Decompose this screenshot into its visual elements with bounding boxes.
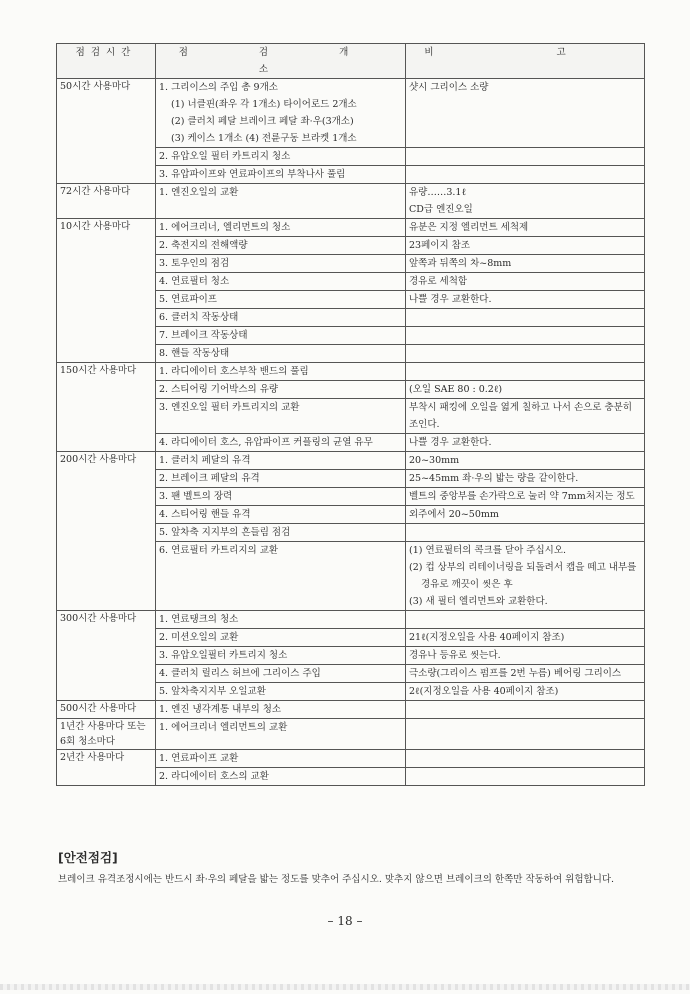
item-line: 4. 연료필터 청소 [159, 276, 230, 287]
item-cell [156, 629, 406, 647]
item-line: 3. 팬 벨트의 장력 [159, 491, 233, 502]
item-cell [156, 768, 406, 786]
note-cell [406, 327, 645, 345]
table-header-row [57, 44, 645, 79]
item-cell [156, 399, 406, 434]
note-cell [406, 363, 645, 381]
note-cell [406, 524, 645, 542]
table-row [57, 363, 645, 381]
item-line: 7. 브레이크 작동상태 [159, 330, 248, 341]
item-line: (3) 케이스 1개소 (4) 전륜구동 브라켓 1개소 [171, 133, 357, 144]
note-cell [406, 184, 645, 219]
item-cell [156, 701, 406, 719]
table-row [57, 750, 645, 768]
item-line: (2) 클러치 페달 브레이크 페달 좌·우(3개소) [171, 116, 354, 127]
item-cell [156, 470, 406, 488]
table-row [57, 611, 645, 629]
note-cell [406, 345, 645, 363]
period-cell: 72시간 사용마다 [57, 184, 156, 219]
note-cell [406, 291, 645, 309]
note-cell [406, 255, 645, 273]
item-line: 1. 엔진오일의 교환 [159, 187, 239, 198]
note-line: 경유나 등유로 씻는다. [409, 650, 501, 661]
period-cell: 1년간 사용마다 또는 6회 청소마다 [57, 719, 156, 750]
safety-text: 브레이크 유격조정시에는 반드시 좌·우의 페달을 밟는 정도를 맞추어 주십시오. 맞추지 않으면 브레이크의 한쪽만 작동하여 위험합니다. [58, 874, 615, 885]
period-cell: 50시간 사용마다 [57, 79, 156, 184]
header-note: 비 고 [406, 44, 645, 79]
item-cell [156, 255, 406, 273]
note-cell [406, 399, 645, 434]
maintenance-table [56, 43, 645, 786]
item-line: 3. 엔진오일 필터 카트리지의 교환 [159, 402, 300, 413]
item-cell [156, 219, 406, 237]
note-line: (오일 SAE 80 : 0.2ℓ) [409, 384, 503, 395]
period-cell: 500시간 사용마다 [57, 701, 156, 719]
note-cell [406, 506, 645, 524]
item-line: 5. 앞차축 지지부의 흔들림 점검 [159, 527, 291, 538]
item-cell [156, 381, 406, 399]
item-cell [156, 345, 406, 363]
item-cell [156, 506, 406, 524]
item-line: 2. 스티어링 기어박스의 유량 [159, 384, 279, 395]
item-line: 3. 유압파이프와 연료파이프의 부착나사 풀림 [159, 169, 346, 180]
item-line: 1. 에어크리너, 엘리먼트의 청소 [159, 222, 291, 233]
note-line: (1) 연료필터의 콕크를 닫아 주십시오. [409, 545, 567, 556]
item-line: 5. 연료파이프 [159, 294, 217, 305]
item-cell [156, 148, 406, 166]
note-cell [406, 219, 645, 237]
item-line: 4. 스티어링 핸들 유격 [159, 509, 251, 520]
note-line: 유량……3.1ℓ [409, 187, 467, 198]
period-cell: 2년간 사용마다 [57, 750, 156, 786]
note-cell [406, 629, 645, 647]
note-line: 경유로 세척함 [409, 276, 468, 287]
note-cell [406, 768, 645, 786]
note-line: 나쁠 경우 교환한다. [409, 437, 492, 448]
safety-notice [58, 848, 650, 889]
note-cell [406, 750, 645, 768]
item-cell [156, 488, 406, 506]
note-line: 극소량(그리이스 펌프를 2번 누름) 베어링 그리이스 [409, 668, 622, 679]
item-cell [156, 434, 406, 452]
item-line: (1) 너클핀(좌우 각 1개소) 타이어로드 2개소 [171, 99, 357, 110]
item-cell [156, 611, 406, 629]
item-line: 5. 앞차축지지부 오일교환 [159, 686, 266, 697]
table-row [57, 219, 645, 237]
item-line: 2. 라디에이터 호스의 교환 [159, 771, 269, 782]
item-line: 6. 연료필터 카트리지의 교환 [159, 545, 279, 556]
item-cell [156, 79, 406, 148]
page-number: – 18 – [327, 914, 363, 928]
period-cell: 10시간 사용마다 [57, 219, 156, 363]
item-line: 1. 에어크리너 엘리먼트의 교환 [159, 722, 288, 733]
note-cell [406, 273, 645, 291]
note-line: 샷시 그리이스 소량 [409, 82, 489, 93]
note-cell [406, 79, 645, 148]
item-cell [156, 363, 406, 381]
item-line: 4. 라디에이터 호스, 유압파이프 커플링의 균열 유무 [159, 437, 373, 448]
note-line: 부착시 패킹에 오일을 엷게 칠하고 나서 손으로 충분히 조인다. [409, 402, 633, 430]
item-cell [156, 524, 406, 542]
note-line: 20~30mm [409, 455, 460, 466]
item-cell [156, 750, 406, 768]
item-cell [156, 647, 406, 665]
item-line: 2. 미션오일의 교환 [159, 632, 239, 643]
note-cell [406, 166, 645, 184]
item-line: 3. 유압오일필터 카트리지 청소 [159, 650, 288, 661]
table-body [57, 79, 645, 786]
period-cell: 300시간 사용마다 [57, 611, 156, 701]
item-cell [156, 237, 406, 255]
item-cell [156, 683, 406, 701]
table-row [57, 701, 645, 719]
item-line: 1. 클러치 페달의 유격 [159, 455, 251, 466]
note-cell [406, 665, 645, 683]
item-line: 6. 클러치 작동상태 [159, 312, 239, 323]
note-cell [406, 237, 645, 255]
note-cell [406, 611, 645, 629]
note-cell [406, 647, 645, 665]
note-line: CD급 엔진오일 [409, 204, 473, 215]
item-line: 1. 연료탱크의 청소 [159, 614, 239, 625]
item-cell [156, 291, 406, 309]
period-cell: 150시간 사용마다 [57, 363, 156, 452]
note-cell [406, 148, 645, 166]
safety-title: [안전점검] [58, 850, 118, 865]
note-line: 23페이지 참조 [409, 240, 470, 251]
note-cell [406, 452, 645, 470]
maintenance-schedule [56, 43, 644, 786]
note-line: 2ℓ(지정오일을 사용 40페이지 참조) [409, 686, 559, 697]
note-line: 앞쪽과 뒤쪽의 차~8mm [409, 258, 512, 269]
table-row [57, 719, 645, 750]
note-line: 21ℓ(지정오일을 사용 40페이지 참조) [409, 632, 565, 643]
note-cell [406, 683, 645, 701]
note-cell [406, 434, 645, 452]
note-cell [406, 470, 645, 488]
note-line: 벨트의 중앙부를 손가락으로 눌러 약 7mm처지는 정도 [409, 491, 635, 502]
note-line: 25~45mm 좌·우의 밟는 량을 같이한다. [409, 473, 579, 484]
table-row [57, 452, 645, 470]
item-line: 1. 그리이스의 주입 총 9개소 [159, 82, 278, 93]
header-period: 점검시간 [57, 44, 156, 79]
item-cell [156, 166, 406, 184]
note-cell [406, 488, 645, 506]
item-line: 1. 엔진 냉각계통 내부의 청소 [159, 704, 282, 715]
item-line: 1. 연료파이프 교환 [159, 753, 239, 764]
item-cell [156, 542, 406, 611]
item-cell [156, 665, 406, 683]
item-line: 2. 축전지의 전해액량 [159, 240, 248, 251]
item-cell [156, 719, 406, 750]
scan-edge [0, 984, 690, 990]
item-cell [156, 184, 406, 219]
note-line: 유분은 지정 엘리먼트 세척제 [409, 222, 529, 233]
item-cell [156, 273, 406, 291]
header-item: 점 검 개 소 [156, 44, 406, 79]
item-cell [156, 309, 406, 327]
item-line: 8. 핸들 작동상태 [159, 348, 230, 359]
period-cell: 200시간 사용마다 [57, 452, 156, 611]
note-line: (2) 컵 상부의 리테이너링을 되돌려서 캡을 떼고 내부를 경유로 깨끗이 씻은 후 [409, 562, 637, 590]
note-cell [406, 381, 645, 399]
table-row [57, 79, 645, 148]
table-row [57, 184, 645, 219]
note-cell [406, 701, 645, 719]
item-line: 2. 유압오일 필터 카트리지 청소 [159, 151, 291, 162]
note-line: 나쁠 경우 교환한다. [409, 294, 492, 305]
note-line: (3) 새 필터 엘리먼트와 교환한다. [409, 596, 548, 607]
note-line: 외주에서 20~50mm [409, 509, 499, 520]
item-cell [156, 327, 406, 345]
note-cell [406, 719, 645, 750]
item-line: 4. 클러치 릴리스 허브에 그리이스 주입 [159, 668, 321, 679]
item-line: 2. 브레이크 페달의 유격 [159, 473, 260, 484]
note-cell [406, 309, 645, 327]
item-line: 3. 토우인의 점검 [159, 258, 230, 269]
note-cell [406, 542, 645, 611]
item-cell [156, 452, 406, 470]
item-line: 1. 라디에이터 호스부착 밴드의 풀림 [159, 366, 309, 377]
